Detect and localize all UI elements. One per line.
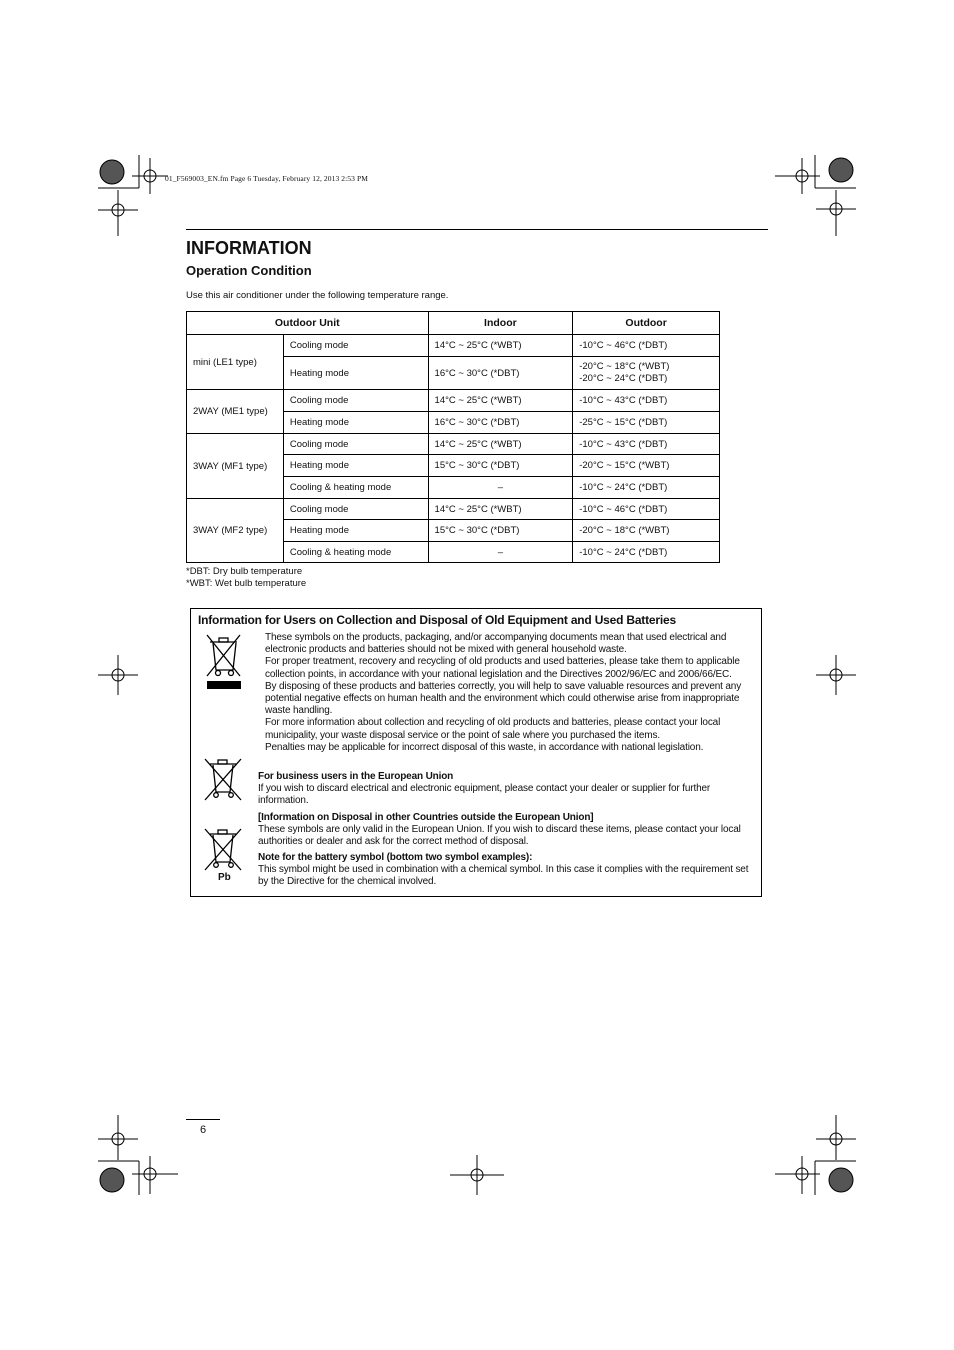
- footnote: *WBT: Wet bulb temperature: [186, 578, 307, 589]
- crossed-bin-icon: [204, 632, 244, 692]
- outdoor-cell: -10°C ~ 24°C (*DBT): [573, 542, 720, 563]
- outdoor-cell: -10°C ~ 24°C (*DBT): [573, 477, 720, 499]
- paragraph: This symbol might be used in combination with a chemical symbol. In this case it complies with the requirement set by the Directive for the chemical involved.: [258, 864, 749, 888]
- indoor-cell: 15°C ~ 30°C (*DBT): [428, 520, 573, 542]
- mode-cell: Cooling & heating mode: [283, 477, 428, 499]
- column-header: Outdoor: [573, 312, 720, 335]
- section-heading: Operation Condition: [186, 263, 312, 278]
- column-header: Outdoor Unit: [187, 312, 429, 335]
- outdoor-cell: -25°C ~ 15°C (*DBT): [573, 412, 720, 434]
- mode-cell: Cooling mode: [283, 434, 428, 455]
- mode-cell: Heating mode: [283, 357, 428, 390]
- page-number: 6: [200, 1124, 207, 1136]
- outdoor-cell: -20°C ~ 15°C (*WBT): [573, 455, 720, 477]
- registration-disc: [100, 160, 124, 184]
- footnote: *DBT: Dry bulb temperature: [186, 566, 303, 577]
- paragraph: These symbols on the products, packaging, and/or accompanying documents mean that used electrical and electronic products and batteries should not be mixed with general household waste.: [265, 632, 727, 656]
- page-title: INFORMATION: [186, 238, 312, 258]
- mode-cell: Cooling mode: [283, 335, 428, 357]
- paragraph: For proper treatment, recovery and recycling of old products and used batteries, please take them to applicable collection points, in accordance with your national legislation and the Directives 2002/96/EC and 2006/66/EC.: [265, 656, 740, 680]
- paragraph: These symbols are only valid in the European Union. If you wish to discard these items, please contact your local authorities or dealer and ask for the correct method of disposal.: [258, 824, 741, 848]
- unit-cell: 2WAY (ME1 type): [187, 390, 284, 434]
- indoor-cell: 15°C ~ 30°C (*DBT): [428, 455, 573, 477]
- indoor-cell: 14°C ~ 25°C (*WBT): [428, 390, 573, 412]
- outdoor-value: -20°C ~ 18°C (*WBT): [579, 361, 670, 372]
- table-row: [187, 390, 720, 412]
- indoor-cell: 16°C ~ 30°C (*DBT): [428, 357, 573, 390]
- indoor-cell: –: [428, 542, 573, 563]
- paragraph: If you wish to discard electrical and electronic equipment, please contact your dealer or supplier for further information.: [258, 783, 711, 807]
- outdoor-value: -20°C ~ 24°C (*DBT): [579, 373, 668, 384]
- crossed-bin-battery-icon: [202, 826, 244, 872]
- paragraph: Penalties may be applicable for incorrect disposal of this waste, in accordance with national legislation.: [265, 741, 704, 753]
- disposal-paragraphs: [265, 632, 751, 754]
- mode-cell: Cooling & heating mode: [283, 542, 428, 563]
- outdoor-cell: [573, 357, 720, 390]
- table-row: [187, 499, 720, 520]
- business-users-section: [258, 771, 752, 808]
- pb-chemical-label: Pb: [218, 872, 231, 883]
- paragraph: For more information about collection and recycling of old products and batteries, please contact your local municipality, your waste disposal service or the point of sale where you purchased the items.: [265, 717, 721, 741]
- footer-rule: [186, 1119, 220, 1120]
- crossed-bin-icon: [202, 756, 244, 802]
- intro-text: Use this air conditioner under the following temperature range.: [186, 290, 449, 301]
- table-row: [187, 434, 720, 455]
- outside-eu-heading: [Information on Disposal in other Countries outside the European Union]: [258, 812, 594, 823]
- indoor-cell: 16°C ~ 30°C (*DBT): [428, 412, 573, 434]
- table-row: [187, 335, 720, 357]
- outdoor-cell: -10°C ~ 46°C (*DBT): [573, 499, 720, 520]
- indoor-cell: –: [428, 477, 573, 499]
- unit-cell: mini (LE1 type): [187, 335, 284, 390]
- indoor-cell: 14°C ~ 25°C (*WBT): [428, 335, 573, 357]
- mode-cell: Cooling mode: [283, 499, 428, 520]
- disposal-title: Information for Users on Collection and Disposal of Old Equipment and Used Batteries: [198, 613, 676, 627]
- battery-heading: Note for the battery symbol (bottom two symbol examples):: [258, 852, 533, 863]
- mode-cell: Cooling mode: [283, 390, 428, 412]
- unit-cell: 3WAY (MF2 type): [187, 499, 284, 563]
- outdoor-cell: -10°C ~ 43°C (*DBT): [573, 390, 720, 412]
- business-heading: For business users in the European Union: [258, 771, 454, 782]
- outdoor-cell: -10°C ~ 46°C (*DBT): [573, 335, 720, 357]
- outdoor-cell: -20°C ~ 18°C (*WBT): [573, 520, 720, 542]
- mode-cell: Heating mode: [283, 455, 428, 477]
- paragraph: By disposing of these products and batteries correctly, you will help to save valuable resources and prevent any potential negative effects on human health and the environment which could otherwise arise from inappropriate waste handling.: [265, 680, 742, 717]
- indoor-cell: 14°C ~ 25°C (*WBT): [428, 499, 573, 520]
- unit-cell: 3WAY (MF1 type): [187, 434, 284, 499]
- outside-eu-section: [258, 812, 752, 849]
- header-rule: [186, 229, 768, 230]
- mode-cell: Heating mode: [283, 412, 428, 434]
- operation-condition-table: [186, 311, 720, 563]
- table-footnotes: [186, 566, 306, 590]
- file-info-header: 01_F569003_EN.fm Page 6 Tuesday, February 12, 2013 2:53 PM: [165, 174, 369, 183]
- column-header: Indoor: [428, 312, 573, 335]
- indoor-cell: 14°C ~ 25°C (*WBT): [428, 434, 573, 455]
- battery-note-section: [258, 852, 752, 889]
- mode-cell: Heating mode: [283, 520, 428, 542]
- outdoor-cell: -10°C ~ 43°C (*DBT): [573, 434, 720, 455]
